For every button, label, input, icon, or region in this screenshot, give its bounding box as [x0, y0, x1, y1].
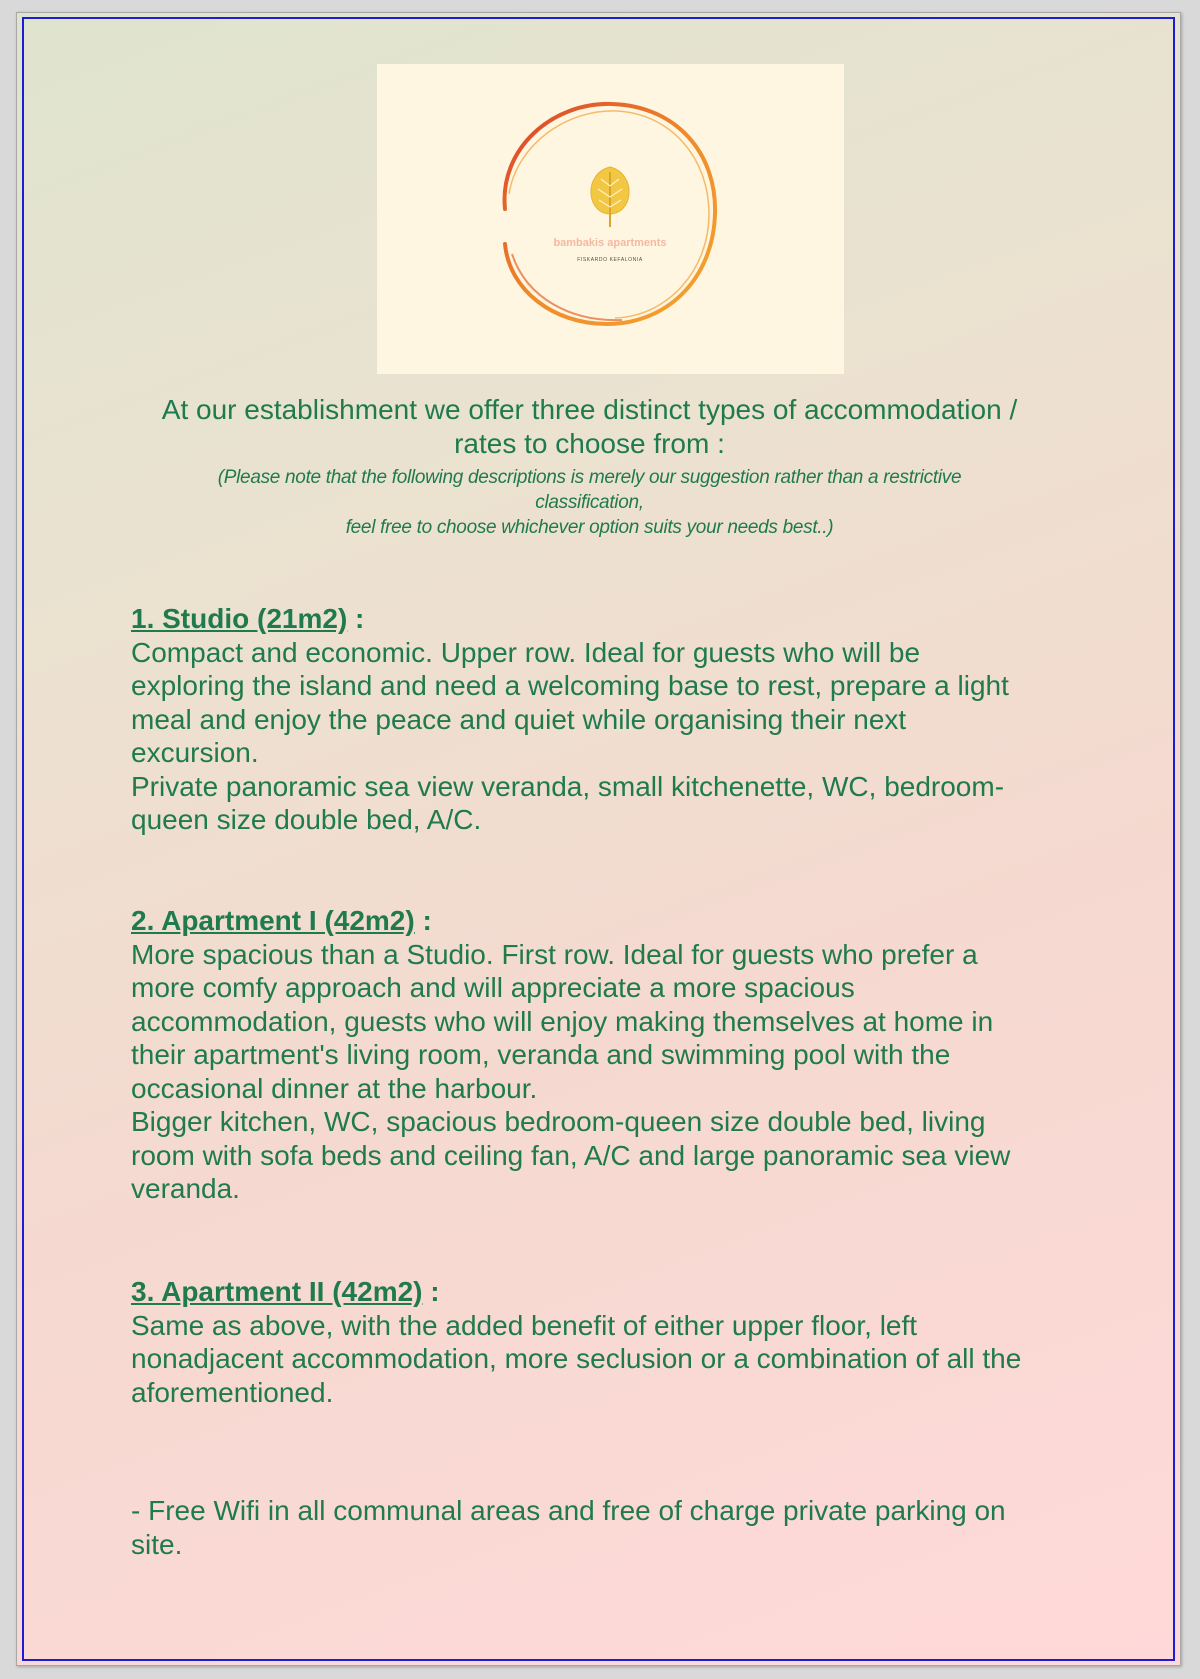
section-line: Same as above, with the added benefit of either upper floor, left: [131, 1309, 918, 1341]
section-apartment-1: [131, 904, 1091, 1206]
section-line: veranda.: [131, 1173, 240, 1204]
section-line: room with sofa beds and ceiling fan, A/C and large panoramic sea view: [131, 1139, 1011, 1171]
footer-note-line: site.: [131, 1528, 183, 1560]
section-line: occasional dinner at the harbour.: [131, 1072, 538, 1104]
intro-note-line-1: (Please note that the following descriptions is merely our suggestion rather than a restrictive: [217, 467, 962, 488]
section-heading: [131, 904, 1091, 938]
logo-brand-name: bambakis apartments: [553, 237, 667, 249]
intro-note-line-2: classification,: [535, 492, 644, 513]
section-line: Private panoramic sea view veranda, small kitchenette, WC, bedroom-: [131, 770, 1005, 802]
section-title: 1. Studio (21m2): [131, 603, 348, 634]
footer-note-line: - Free Wifi in all communal areas and free of charge private parking on: [131, 1495, 1006, 1526]
logo-location: FISKARDO KEFALONIA: [577, 257, 643, 263]
section-line: queen size double bed, A/C.: [131, 804, 482, 835]
intro-lead-line-2: rates to choose from :: [454, 428, 725, 459]
section-line: meal and enjoy the peace and quiet while organising their next: [131, 703, 907, 735]
document-page: [16, 12, 1181, 1666]
intro: [137, 393, 1042, 540]
section-heading: [131, 602, 1091, 636]
footer-note: [131, 1494, 1091, 1561]
intro-lead: [137, 393, 1042, 461]
intro-note-line-3: feel free to choose whichever option suits your needs best..): [345, 517, 834, 538]
section-line: their apartment's living room, veranda and swimming pool with the: [131, 1039, 951, 1070]
section-title: 2. Apartment I (42m2): [131, 905, 415, 936]
section-line: Bigger kitchen, WC, spacious bedroom-queen size double bed, living: [131, 1106, 986, 1137]
section-line: More spacious than a Studio. First row. Ideal for guests who prefer a: [131, 938, 978, 970]
logo: [377, 64, 844, 374]
intro-note: [137, 465, 1042, 540]
section-line: excursion.: [131, 737, 259, 768]
section-line: nonadjacent accommodation, more seclusion or a combination of all the: [131, 1343, 1022, 1374]
section-line: aforementioned.: [131, 1376, 334, 1408]
section-colon: :: [422, 1276, 440, 1307]
section-apartment-2: [131, 1275, 1091, 1409]
section-line: exploring the island and need a welcoming base to rest, prepare a light: [131, 670, 1009, 701]
intro-lead-line-1: At our establishment we offer three distinct types of accommodation /: [161, 394, 1018, 425]
section-heading: [131, 1275, 1091, 1309]
section-colon: :: [414, 905, 432, 936]
section-title: 3. Apartment II (42m2): [131, 1276, 423, 1307]
tree-icon: [591, 167, 629, 227]
section-colon: :: [347, 603, 365, 634]
section-line: more comfy approach and will appreciate a more spacious: [131, 972, 855, 1003]
section-studio: [131, 602, 1091, 837]
section-line: Compact and economic. Upper row. Ideal for guests who will be: [131, 636, 921, 668]
section-line: accommodation, guests who will enjoy making themselves at home in: [131, 1005, 994, 1037]
